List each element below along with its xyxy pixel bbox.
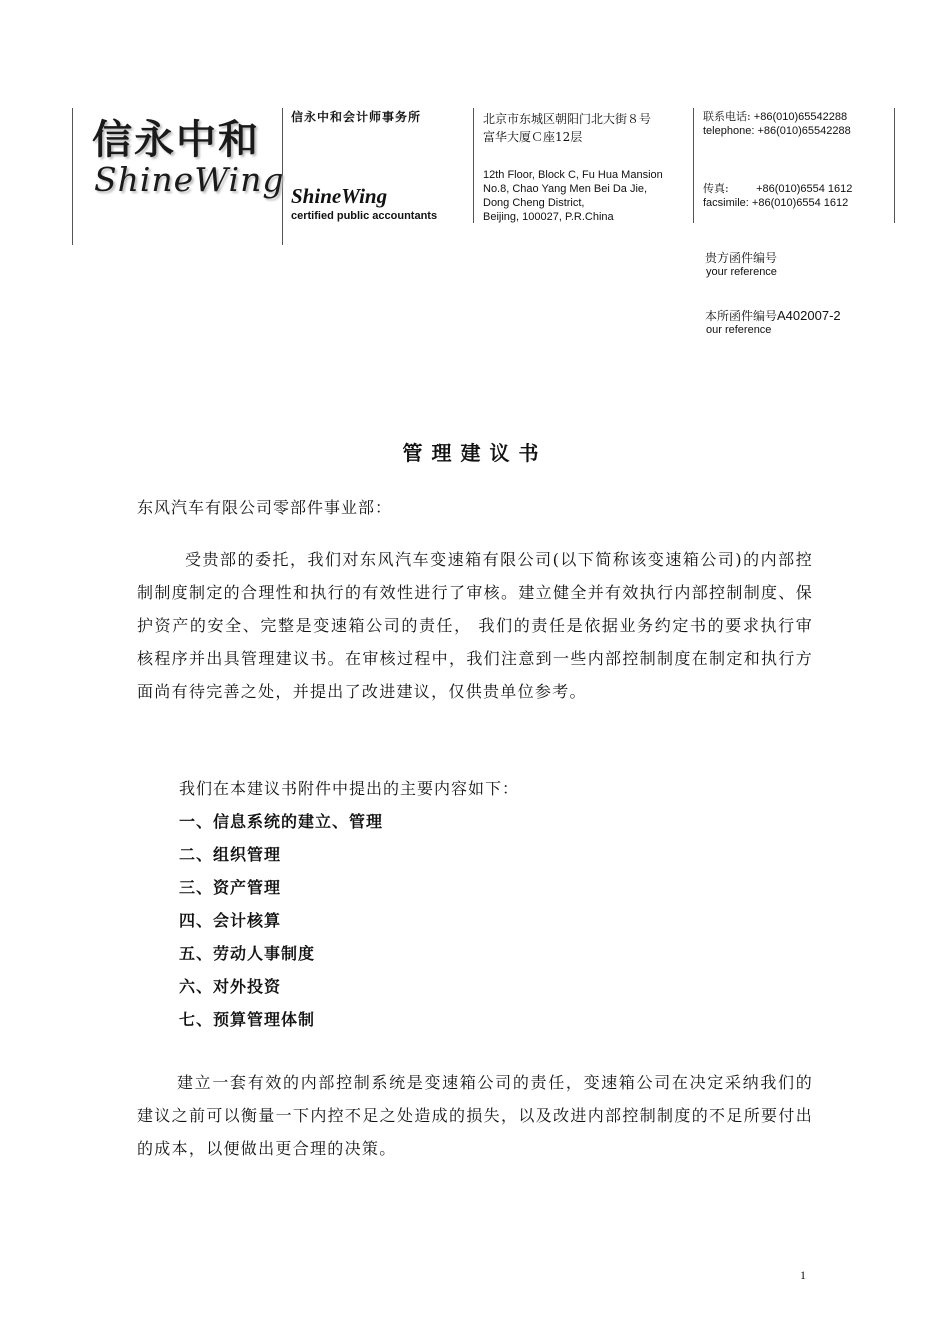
list-item: 五、劳动人事制度 — [179, 944, 316, 963]
address-en-line-2: No.8, Chao Yang Men Bei Da Jie, — [483, 183, 648, 195]
items-intro: 我们在本建议书附件中提出的主要内容如下： — [179, 779, 520, 798]
address-cn-line-1: 北京市东城区朝阳门北大街８号 — [483, 112, 652, 126]
letterhead-divider-1 — [72, 108, 73, 245]
document-title: 管理建议书 — [402, 441, 548, 465]
paragraph-intro: 受贵部的委托，我们对东风汽车变速箱有限公司(以下简称该变速箱公司)的内部控制制度制定的合理性和执行的有效性进行了审核。建立健全并有效执行内部控制制度、保护资产的安全、完整是变速箱公司的责任， 我们的责任是依据业务约定书的要求执行审核程序并出具管理建议书。在审核过程中，我们注意到一些内部控制制度在制定和执行方面尚有待完善之处，并提出了改进建议，仅供贵单位参考。 — [137, 550, 813, 701]
paragraph-closing: 建立一套有效的内部控制系统是变速箱公司的责任，变速箱公司在决定采纳我们的建议之前可以衡量一下内控不足之处造成的损失，以及改进内部控制制度的不足所要付出的成本，以便做出更合理的决策。 — [137, 1073, 813, 1158]
list-item: 三、资产管理 — [179, 878, 282, 897]
fax-block — [703, 182, 852, 210]
your-reference — [705, 247, 777, 278]
address-english — [483, 168, 663, 224]
letterhead-divider-4 — [693, 108, 694, 223]
page-number: 1 — [800, 1268, 806, 1282]
fax-value: +86(010)6554 1612 — [756, 183, 853, 195]
phone-label-en: telephone: — [703, 125, 755, 137]
firm-name-chinese: 信永中和会计师事务所 — [291, 110, 422, 124]
fax-value-en: +86(010)6554 1612 — [751, 197, 849, 209]
list-item: 四、会计核算 — [179, 911, 282, 930]
logo-chinese: 信永中和 — [92, 116, 260, 163]
our-reference-label-en: our reference — [706, 324, 772, 336]
salutation: 东风汽车有限公司零部件事业部： — [137, 498, 393, 517]
list-item: 一、信息系统的建立、管理 — [179, 812, 384, 831]
letterhead-divider-5 — [894, 108, 895, 223]
list-item: 六、对外投资 — [179, 977, 282, 996]
firm-brand: ShineWing — [291, 184, 388, 208]
fax-label-en: facsimile: — [703, 197, 749, 209]
our-reference-number: A402007-2 — [777, 308, 841, 323]
your-reference-label-cn: 贵方函件编号 — [705, 251, 778, 265]
address-chinese — [483, 110, 651, 146]
phone-value: +86(010)65542288 — [753, 111, 848, 123]
our-reference-label-cn: 本所函件编号 — [705, 309, 778, 323]
address-en-line-4: Beijing, 100027, P.R.China — [483, 211, 614, 223]
letterhead-divider-3 — [473, 108, 474, 223]
firm-tagline: certified public accountants — [291, 210, 438, 222]
list-item: 七、预算管理体制 — [179, 1010, 316, 1029]
fax-label-cn: 传真: — [703, 182, 729, 195]
address-en-line-1: 12th Floor, Block C, Fu Hua Mansion — [483, 169, 663, 181]
phone-block — [703, 110, 851, 138]
logo-english: ShineWing — [94, 160, 285, 199]
our-reference — [705, 305, 841, 336]
address-en-line-3: Dong Cheng District, — [483, 197, 585, 209]
phone-value-en: +86(010)65542288 — [757, 125, 851, 137]
items-list — [179, 805, 383, 1036]
your-reference-label-en: your reference — [706, 266, 777, 278]
list-item: 二、组织管理 — [179, 845, 282, 864]
phone-label-cn: 联系电话: — [703, 110, 751, 123]
address-cn-line-2: 富华大厦Ｃ座12层 — [483, 130, 583, 144]
